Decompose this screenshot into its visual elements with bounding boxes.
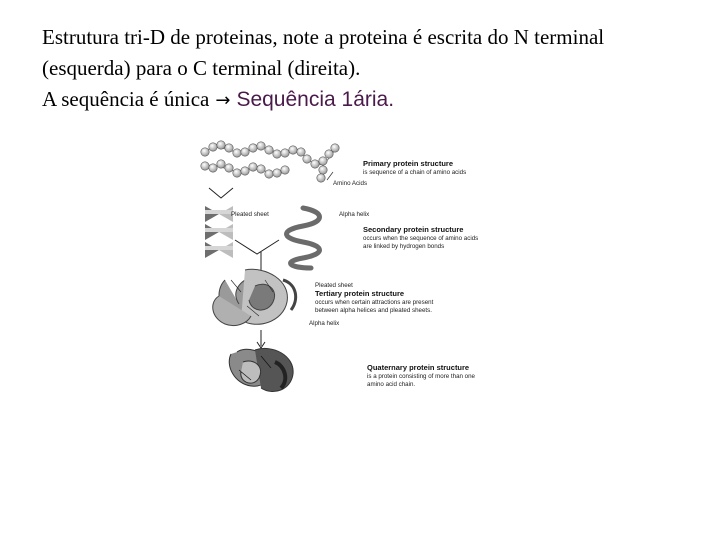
text-line-2: (esquerda) para o C terminal (direita). [42,56,361,80]
protein-structure-figure [195,130,525,400]
alpha-helix-shape [287,208,320,268]
slide-text [42,22,702,116]
alpha-helix-label: Alpha helix [339,211,370,218]
text-line-3-accent: Sequência 1ária. [236,88,395,111]
text-line-3 [42,84,702,116]
pleated-sheet-label: Pleated sheet [231,211,269,218]
amino-acids-label: Amino Acids [333,180,368,187]
quaternary-title: Quaternary protein structure [367,363,470,372]
pleated-sheet-shape [205,206,233,258]
primary-desc: is sequence of a chain of amino acids [363,169,467,176]
quaternary-cluster-shape [229,348,293,391]
secondary-desc-2: are linked by hydrogen bonds [363,243,445,250]
primary-title: Primary protein structure [363,159,454,168]
tertiary-pleated-label: Pleated sheet [315,282,353,289]
quaternary-desc-2: amino acid chain. [367,381,416,388]
quaternary-desc-1: is a protein consisting of more than one [367,373,476,380]
primary-bead-chain [201,141,339,182]
protein-structure-diagram [195,130,525,400]
text-line-1: Estrutura tri-D de proteinas, note a proteina é escrita do N terminal [42,25,605,49]
tertiary-desc-2: between alpha helices and pleated sheets. [315,307,432,314]
text-line-3-prefix: A sequência é única [42,87,210,111]
tertiary-fold-shape [213,269,296,325]
secondary-title: Secondary protein structure [363,225,464,234]
tertiary-title: Tertiary protein structure [315,289,405,298]
tertiary-alpha-label: Alpha helix [309,320,340,327]
tertiary-desc-1: occurs when certain attractions are present [315,299,434,306]
secondary-desc-1: occurs when the sequence of amino acids [363,235,479,242]
right-arrow-icon: → [215,90,231,111]
